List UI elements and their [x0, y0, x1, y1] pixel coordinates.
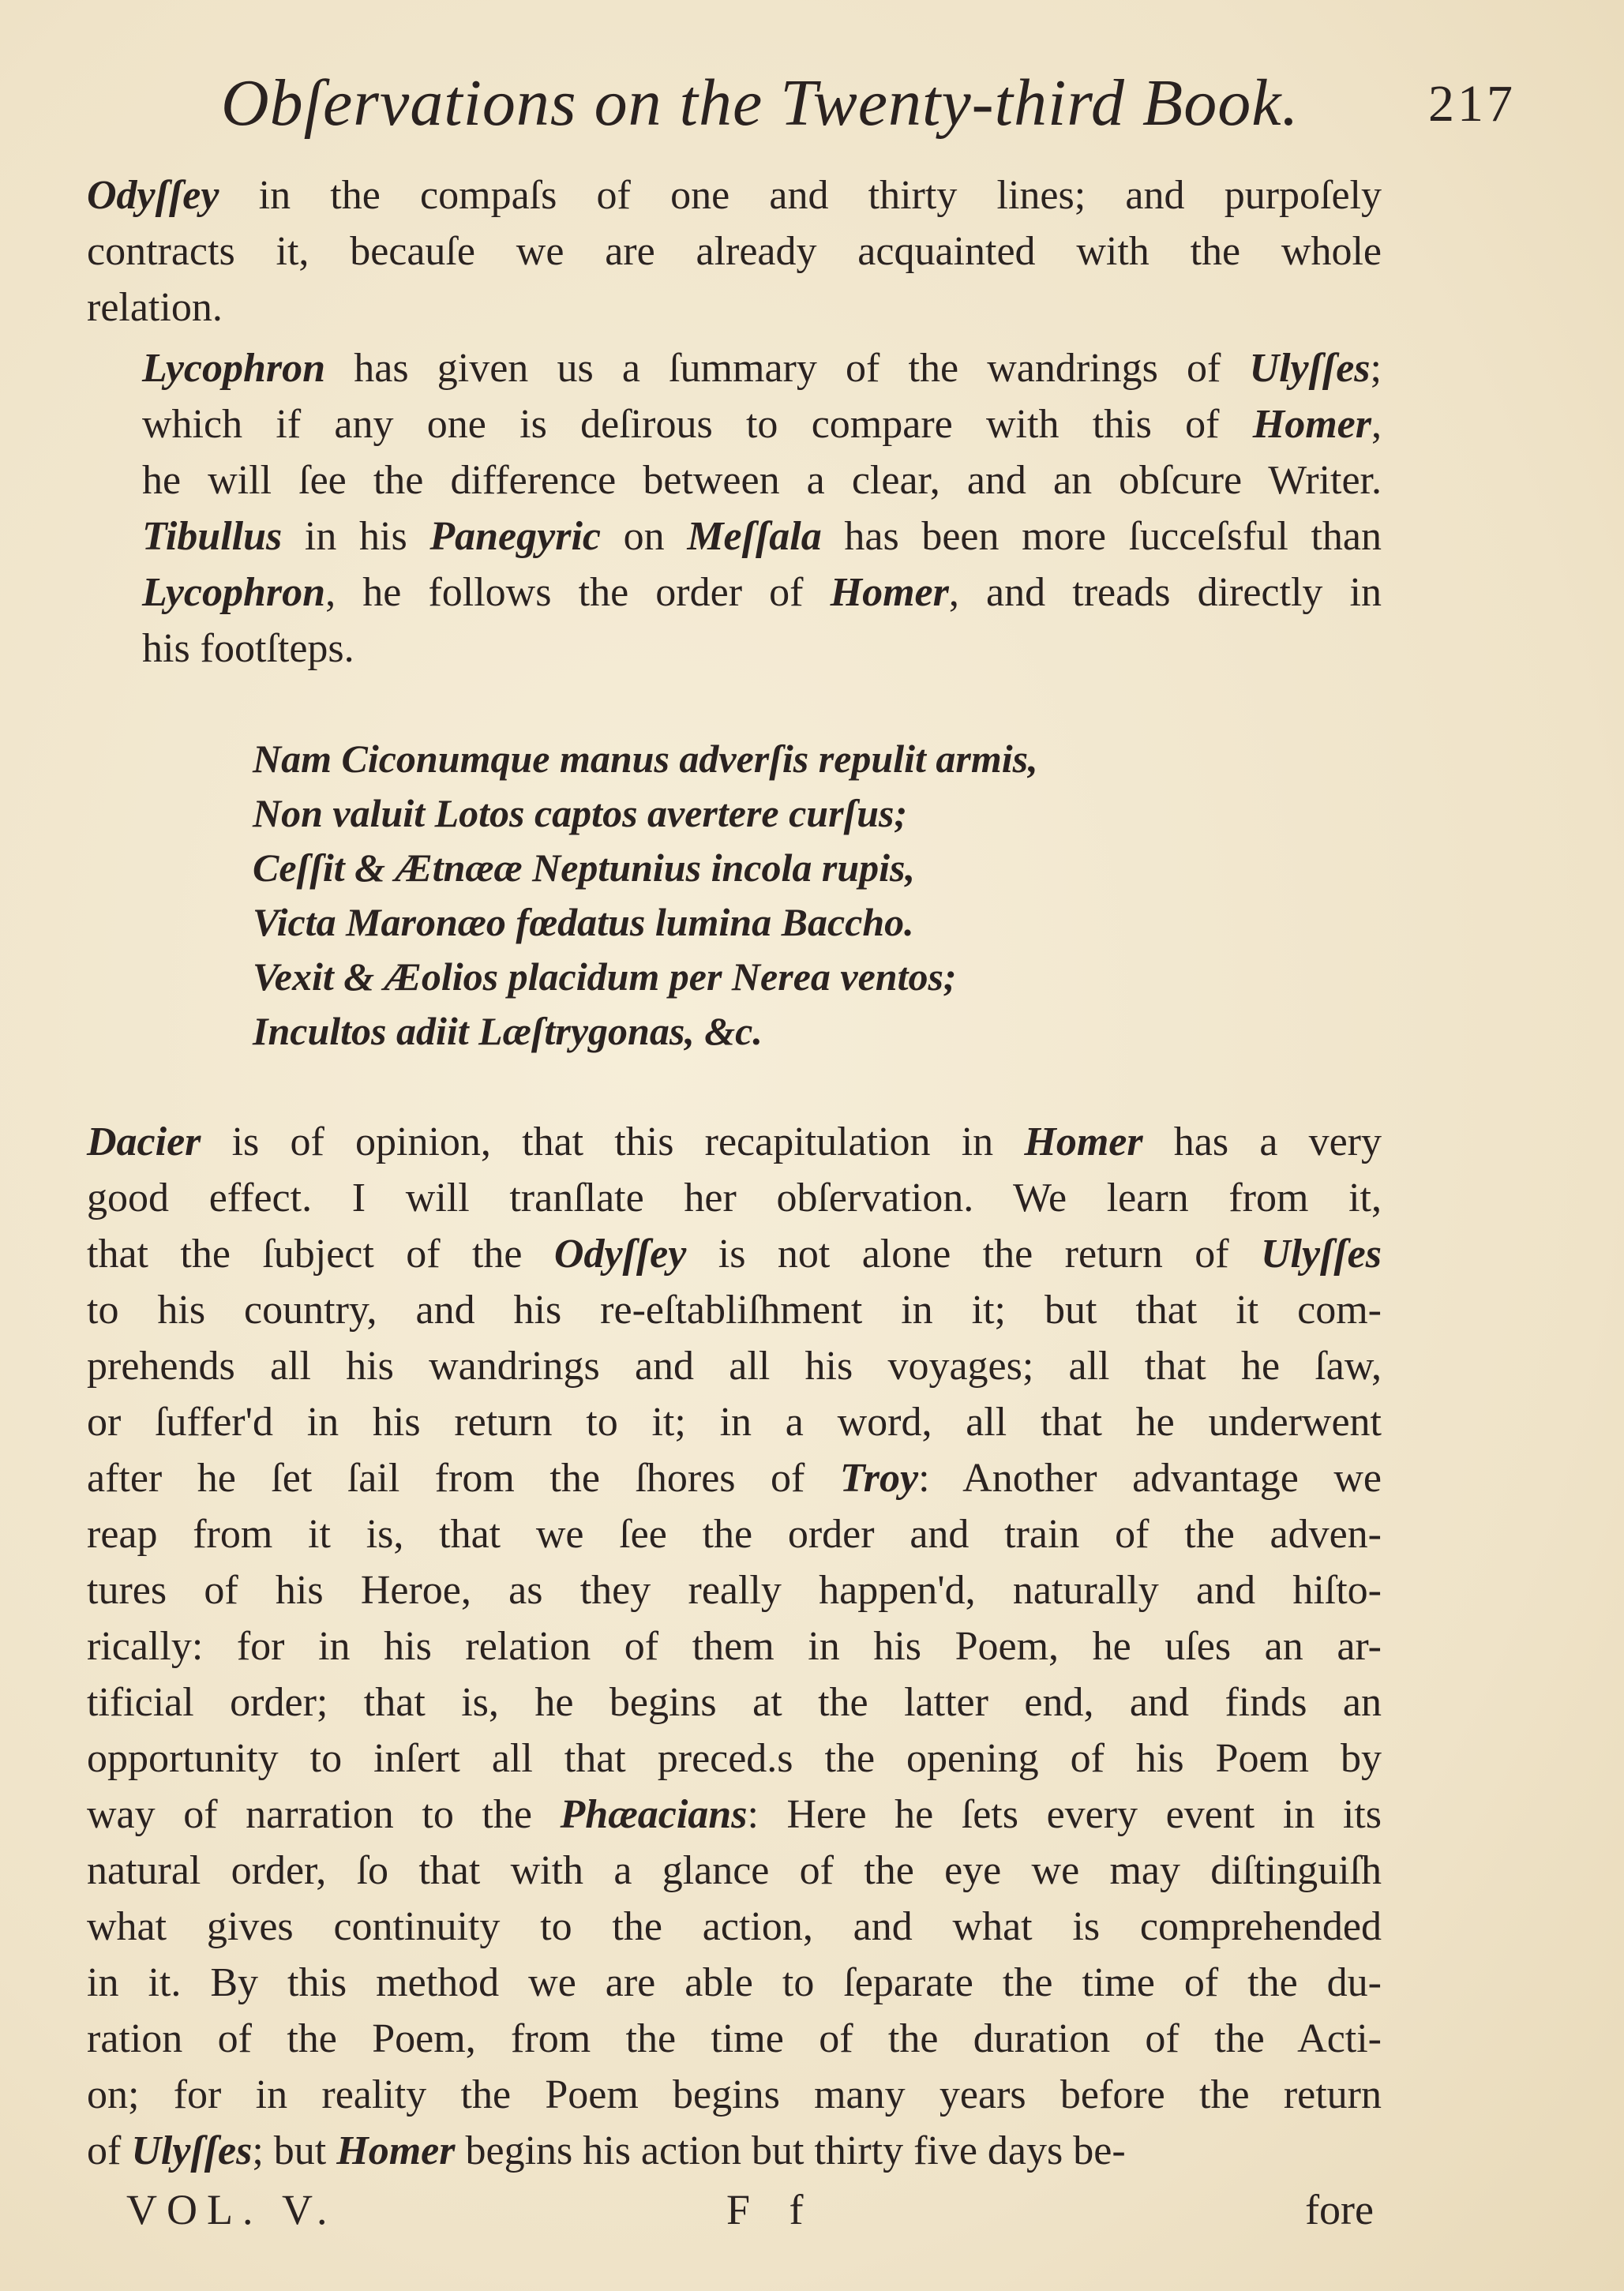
italic-name: Homer [830, 570, 949, 615]
text-run: relation. [87, 285, 223, 330]
text-run: opportunity to inſert all that preced.s the opening of his Poem by [87, 1736, 1382, 1781]
running-title: Obſervations on the Twenty-third Book. [221, 66, 1300, 140]
volume-mark: VOL. V. [126, 2186, 337, 2233]
text-line [87, 621, 1382, 677]
italic-name: Dacier [87, 1119, 201, 1164]
text-line [87, 1170, 1382, 1226]
page-body [87, 167, 1382, 2179]
text-run: prehends all his wandrings and all his voyages; all that he ſaw, [87, 1344, 1382, 1389]
catchword: fore [1305, 2186, 1374, 2233]
text-run: contracts it, becauſe we are already acquainted with the whole [87, 229, 1382, 274]
text-run: ; [1370, 346, 1382, 391]
italic-name: Odyſſey [87, 173, 219, 218]
text-run: is not alone the return of [686, 1232, 1261, 1277]
text-line [87, 1899, 1382, 1955]
text-run: , [1371, 402, 1382, 447]
verse-line: Nam Ciconumque manus adverſis repulit armis, [253, 737, 1038, 781]
text-run: , he follows the order of [325, 570, 831, 615]
text-run: , and treads directly in [948, 570, 1382, 615]
text-line [87, 1674, 1382, 1730]
italic-name: Ulyſſes [1260, 1232, 1382, 1277]
italic-name: Panegyric [429, 514, 601, 559]
verse-line: Incultos adiit Læſtrygonas, &c. [253, 1009, 763, 1053]
text-run: in his [282, 514, 430, 559]
text-line [87, 1787, 1382, 1843]
italic-name: Phæacians [560, 1792, 748, 1837]
italic-name: Ulyſſes [1249, 346, 1371, 391]
text-run: begins his action but thirty five days be- [455, 2128, 1126, 2173]
verse-line: Ceſſit & Ætnææ Neptunius incola rupis, [253, 846, 915, 890]
text-run: rically: for in his relation of them in his Poem, he uſes an ar- [87, 1624, 1382, 1669]
text-line [87, 1843, 1382, 1899]
text-run: : Another advantage we [918, 1456, 1382, 1501]
text-run: tificial order; that is, he begins at the latter end, and finds an [87, 1680, 1382, 1725]
text-run: he will ſee the difference between a clear, and an obſcure Writer. [142, 458, 1382, 503]
italic-name: Meſſala [687, 514, 822, 559]
text-line [87, 564, 1382, 621]
text-run: has given us a ſummary of the wandrings of [325, 346, 1250, 391]
text-line [87, 1730, 1382, 1787]
italic-name: Ulyſſes [131, 2128, 253, 2173]
text-run: natural order, ſo that with a glance of the eye we may diſtinguiſh [87, 1848, 1382, 1893]
text-line [87, 279, 1382, 336]
paragraph-1 [87, 167, 1382, 336]
text-run: of [87, 2128, 132, 2173]
text-run: has been more ſucceſsful than [821, 514, 1382, 559]
text-line [87, 1618, 1382, 1674]
page-header [213, 65, 1516, 152]
verse-line: Non valuit Lotos captos avertere curſus; [253, 791, 908, 835]
italic-name: Troy [839, 1456, 919, 1501]
italic-name: Homer [1252, 402, 1371, 447]
text-run: ration of the Poem, from the time of the duration of the Acti- [87, 2016, 1382, 2061]
text-line [87, 1450, 1382, 1506]
text-line [87, 2011, 1382, 2067]
text-line [87, 2123, 1382, 2179]
text-run: which if any one is deſirous to compare with this of [142, 402, 1253, 447]
text-line [87, 1562, 1382, 1618]
text-run: after he ſet ſail from the ſhores of [87, 1456, 840, 1501]
latin-verse-quotation [253, 732, 1382, 1059]
text-line [87, 340, 1382, 396]
italic-name: Homer [336, 2128, 456, 2173]
italic-name: Homer [1024, 1119, 1143, 1164]
text-run: on; for in reality the Poem begins many years before the return [87, 2072, 1382, 2117]
text-line [87, 167, 1382, 223]
italic-name: Odyſſey [553, 1232, 687, 1277]
italic-name: Tibullus [142, 514, 283, 559]
text-run: or ſuffer'd in his return to it; in a word, all that he underwent [87, 1400, 1382, 1445]
text-run: tures of his Heroe, as they really happen'd, naturally and hiſto- [87, 1568, 1382, 1613]
page-footer [126, 2185, 1374, 2248]
text-run: reap from it is, that we ſee the order and train of the adven- [87, 1512, 1382, 1557]
text-run: on [600, 514, 688, 559]
italic-name: Lycophron [142, 346, 326, 391]
verse-line: Vexit & Æolios placidum per Nerea ventos; [253, 954, 957, 999]
text-run: what gives continuity to the action, and what is comprehended [87, 1904, 1382, 1949]
text-line [87, 223, 1382, 279]
text-line [87, 1394, 1382, 1450]
text-run: ; but [252, 2128, 337, 2173]
paragraph-3 [87, 1114, 1382, 2179]
text-run: in it. By this method we are able to ſeparate the time of the du- [87, 1960, 1382, 2005]
text-line [87, 1114, 1382, 1170]
text-run: in the compaſs of one and thirty lines; and purpoſely [219, 173, 1382, 218]
signature-mark: F f [726, 2186, 818, 2233]
text-line [87, 1226, 1382, 1282]
text-line [87, 1338, 1382, 1394]
text-run: to his country, and his re-eſtabliſhment in it; but that it com- [87, 1288, 1382, 1333]
text-run: way of narration to the [87, 1792, 561, 1837]
text-line [87, 508, 1382, 564]
text-run: that the ſubject of the [87, 1232, 554, 1277]
text-run: has a very [1142, 1119, 1382, 1164]
text-line [87, 2067, 1382, 2123]
text-run: is of opinion, that this recapitulation in [201, 1119, 1025, 1164]
text-line [87, 1955, 1382, 2011]
text-line [87, 1506, 1382, 1562]
italic-name: Lycophron [142, 570, 326, 615]
text-line [87, 1282, 1382, 1338]
verse-line: Victa Maronæo fœdatus lumina Baccho. [253, 900, 914, 944]
paragraph-2 [87, 340, 1382, 677]
text-run: : Here he ſets every event in its [747, 1792, 1382, 1837]
text-run: good effect. I will tranſlate her obſervation. We learn from it, [87, 1175, 1382, 1220]
page-number: 217 [1428, 75, 1516, 133]
text-run: his footſteps. [142, 626, 354, 671]
text-line [87, 396, 1382, 452]
text-line [87, 452, 1382, 508]
